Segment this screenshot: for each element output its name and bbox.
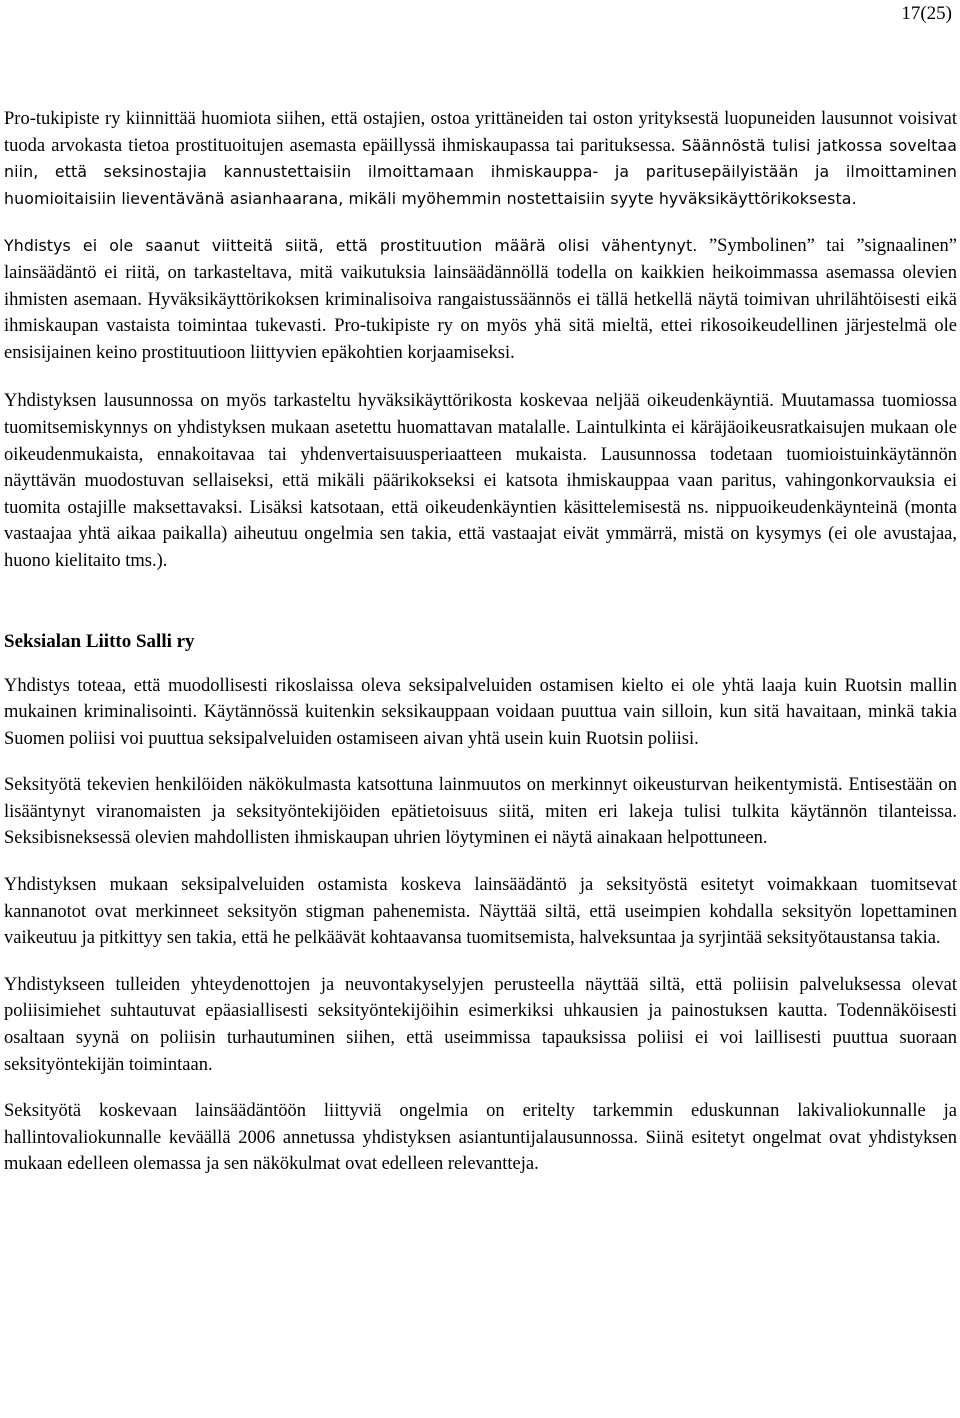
paragraph-oikeudenkaynnit: Yhdistyksen lausunnossa on myös tarkasteltu hyväksikäyttörikosta koskevaa neljää oikeudenkäyntiä. Muutamassa tuomiossa tuomitsemiskynnys on yhdistyksen mukaan asetettu huomattavan matalalle. Laintulkinta ei käräjäoikeusratkaisujen mukaan ole oikeudenmukaista, ennakoitavaa tai yhdenvertaisuusperiaatteen mukaista. Lausunnossa todetaan tuomioistuinkäytännön näyttävän muodostuvan sellaiseksi, että mikäli päärikokseksi ei katsota ihmiskauppaa vaan paritus, vahingonkorvauksia ei tuomita ostajille maksettavaksi. Lisäksi katsotaan, että oikeudenkäyntien käsittelemisestä ns. nippuoikeudenkäynteinä (monta vastaajaa yhtä aikaa paikalla) aiheutuu ongelmia sen takia, että vastaajat eivät ymmärrä, mistä on kysymys (ei ole avustajaa, huono kielitaito tms.). [4, 391, 957, 571]
document-body [4, 106, 957, 1178]
paragraph-text: Pro-tukipiste ry kiinnittää huomiota siihen, että ostajien, ostoa yrittäneiden tai oston yrityksestä luopuneiden lausunnot voisivat tuoda arvokasta tietoa prostituoitujen asemasta epäillyssä ihmiskaupassa tai parituksessa. [4, 109, 957, 156]
paragraph-text: ”Symbolinen” tai ”signaalinen” lainsäädäntö ei riitä, on tarkasteltava, mitä vaikutuksia lainsäädännöllä todella on kaikkien heikoimmassa asemassa olevien ihmisten asemaan. Hyväksikäyttörikoksen kriminalisoiva rangaistussäännös ei tällä hetkellä näytä toimivan uhrilähtöisesti eikä ihmiskaupan vastaista toimintaa tukevasti. Pro-tukipiste ry on myös yhä sitä mieltä, ettei rikosoikeudellinen järjestelmä ole ensisijainen keino prostituutioon liittyvien epäkohtien korjaamiseksi. [4, 236, 958, 363]
paragraph-text-sans: Säännöstä tulisi jatkossa soveltaa niin, että seksinostajia kannustettaisiin ilmoittamaan ihmiskauppa- ja paritusepäilyistään ja ilmoittaminen huomioitaisiin lieventävänä asianhaarana, mikäli myöhemmin nostettaisiin syyte hyväksikäyttörikoksesta. [4, 135, 958, 208]
page-number: 17(25) [901, 3, 952, 24]
paragraph-salli-1: Yhdistys toteaa, että muodollisesti rikoslaissa oleva seksipalveluiden ostamisen kielto ei ole yhtä laaja kuin Ruotsin mallin mukainen kriminalisointi. Käytännössä kuitenkin seksikauppaan voidaan puuttua vain silloin, kun sitä havaitaan, minkä takia Suomen poliisi voi puuttua seksipalveluiden ostamiseen aivan yhtä usein kuin Ruotsin poliisi. [4, 675, 957, 749]
paragraph-salli-5: Seksityötä koskevaan lainsäädäntöön liittyviä ongelmia on eritelty tarkemmin eduskunnan lakivaliokunnalle ja hallintovaliokunnalle keväällä 2006 annetussa yhdistyksen asiantuntijalausunnossa. Siinä esitetyt ongelmat ovat yhdistyksen mukaan edelleen olemassa ja sen näkökulmat ovat edelleen relevantteja. [4, 1101, 957, 1175]
paragraph-pro-tukipiste-1 [4, 106, 957, 212]
paragraph-salli-2: Seksityötä tekevien henkilöiden näkökulmasta katsottuna lainmuutos on merkinnyt oikeusturvan heikentymistä. Entisestään on lisääntynyt viranomaisten ja seksityöntekijöiden epätietoisuus siitä, miten eri lakeja tulisi tulkita käytännön tilanteissa. Seksibisneksessä olevien mahdollisten ihmiskaupan uhrien löytyminen ei näytä ainakaan helpottuneen. [4, 775, 957, 849]
paragraph-text-sans: Yhdistys ei ole saanut viitteitä siitä, että prostituution määrä olisi vähentynyt. [4, 236, 698, 256]
paragraph-salli-4: Yhdistykseen tulleiden yhteydenottojen ja neuvontakyselyjen perusteella näyttää siltä, että poliisin palveluksessa olevat poliisimiehet suhtautuvat epäasiallisesti seksityöntekijöihin esimerkiksi uhkausien ja painostuksen kautta. Todennäköisesti osaltaan syynä on poliisin turhautuminen siihen, että useimmissa tapauksissa poliisi ei voi laillisesti puuttua suoraan seksityöntekijän toimintaan. [4, 974, 957, 1075]
paragraph-salli-3: Yhdistyksen mukaan seksipalveluiden ostamista koskeva lainsäädäntö ja seksityöstä esitetyt voimakkaan tuomitsevat kannanotot ovat merkinneet seksityön stigman pahenemista. Näyttää siltä, että useimpien kohdalla seksityön lopettaminen vaikeutuu ja pitkittyy sen takia, että he pelkäävät kohtaavansa tuomitsemista, halveksuntaa ja syrjintää seksityötaustansa takia. [4, 875, 957, 949]
section-heading: Seksialan Liitto Salli ry [4, 630, 195, 652]
paragraph-pro-tukipiste-2 [4, 233, 957, 366]
